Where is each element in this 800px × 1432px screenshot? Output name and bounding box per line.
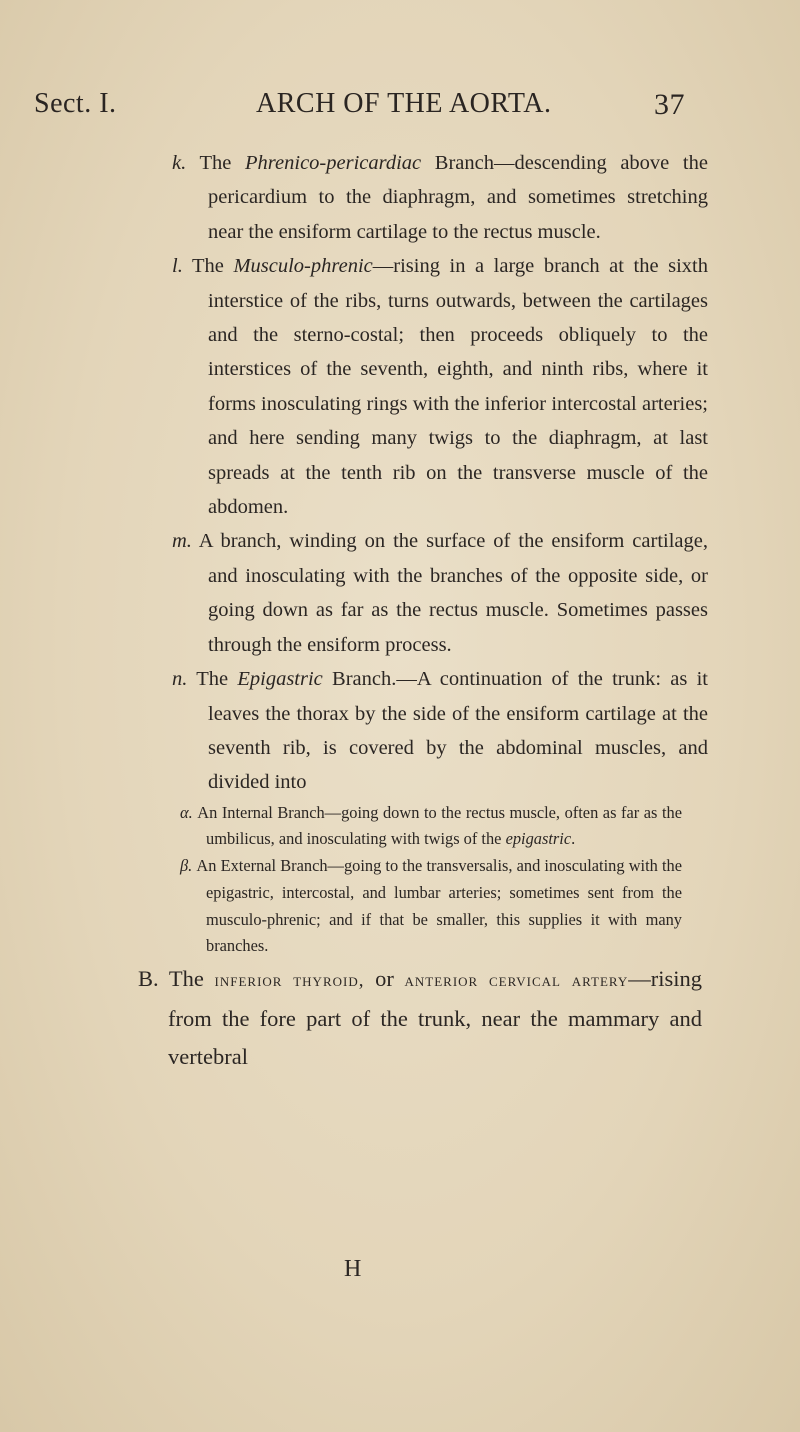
text-run: The — [158, 965, 215, 991]
artery-name-smallcaps: inferior thyroid, — [214, 969, 365, 991]
paragraph-k — [0, 146, 708, 249]
item-letter: β. — [180, 856, 193, 876]
item-letter: m. — [172, 530, 192, 553]
artery-name: Musculo-phrenic — [233, 255, 373, 278]
signature-mark: H — [344, 1256, 362, 1282]
chapter-title: ARCH OF THE AORTA. — [256, 88, 552, 119]
text-run: Branch—descending above the pericardium to the diaphragm, and sometimes stretching near the ensiform cartilage to the rectus muscle. — [208, 152, 708, 243]
paragraph-beta — [0, 853, 682, 960]
text-run: —rising from the fore part of the trunk, near the mammary and vertebral — [168, 965, 702, 1069]
text-run: An External Branch—going to the transversalis, and inosculating with the epigastric, intercostal, and lumbar arteries; sometimes sent from the musculo-phrenic; and if that be smaller, this supplies it with many branches. — [192, 856, 682, 956]
paragraph-B — [0, 960, 702, 1076]
paragraph-n — [0, 662, 708, 800]
item-letter: α. — [180, 802, 193, 822]
paragraph-l — [0, 249, 708, 524]
text-run: The — [186, 152, 246, 174]
paragraph-alpha — [0, 800, 682, 853]
text-run: The — [182, 255, 234, 278]
text-run: or — [364, 965, 405, 991]
text-run: A branch, winding on the surface of the ensiform cartilage, and inosculating with the branches of the opposite side, or going down as far as the rectus muscle. Sometimes passes through the ensiform process. — [191, 530, 708, 656]
item-letter: k. — [172, 152, 187, 174]
text-run: An Internal Branch—going down to the rectus muscle, often as far as the umbilicus, and inosculating with twigs of the — [192, 802, 682, 849]
section-label: Sect. I. — [34, 88, 117, 119]
text-run: . — [571, 829, 576, 849]
text-run: —rising in a large branch at the sixth interstice of the ribs, turns outwards, between the cartilages and the sterno-costal; then proceeds obliquely to the interstices of the seventh, eighth, and ninth ribs, where it forms inosculating rings with the inferior intercostal arteries; and here sending many twigs to the diaphragm, at last spreads at the tenth rib on the transverse muscle of the abdomen. — [208, 255, 708, 519]
section-letter: B. — [138, 965, 159, 991]
artery-name-smallcaps: anterior cervical artery — [404, 969, 629, 991]
artery-name: Phrenico-pericardiac — [245, 152, 422, 174]
running-head — [34, 88, 720, 128]
artery-name: Epigastric — [237, 668, 323, 691]
item-letter: n. — [172, 668, 188, 691]
term-italic: epigastric — [505, 829, 572, 849]
text-run: Branch.—A continuation of the trunk: as it leaves the thorax by the side of the ensiform cartilage at the seventh rib, is covered by the abdominal muscles, and divided into — [208, 668, 708, 794]
body-text — [0, 146, 800, 1076]
paragraph-m — [0, 524, 708, 662]
page-number: 37 — [654, 88, 685, 121]
item-letter: l. — [172, 255, 183, 278]
text-run: The — [187, 668, 238, 691]
